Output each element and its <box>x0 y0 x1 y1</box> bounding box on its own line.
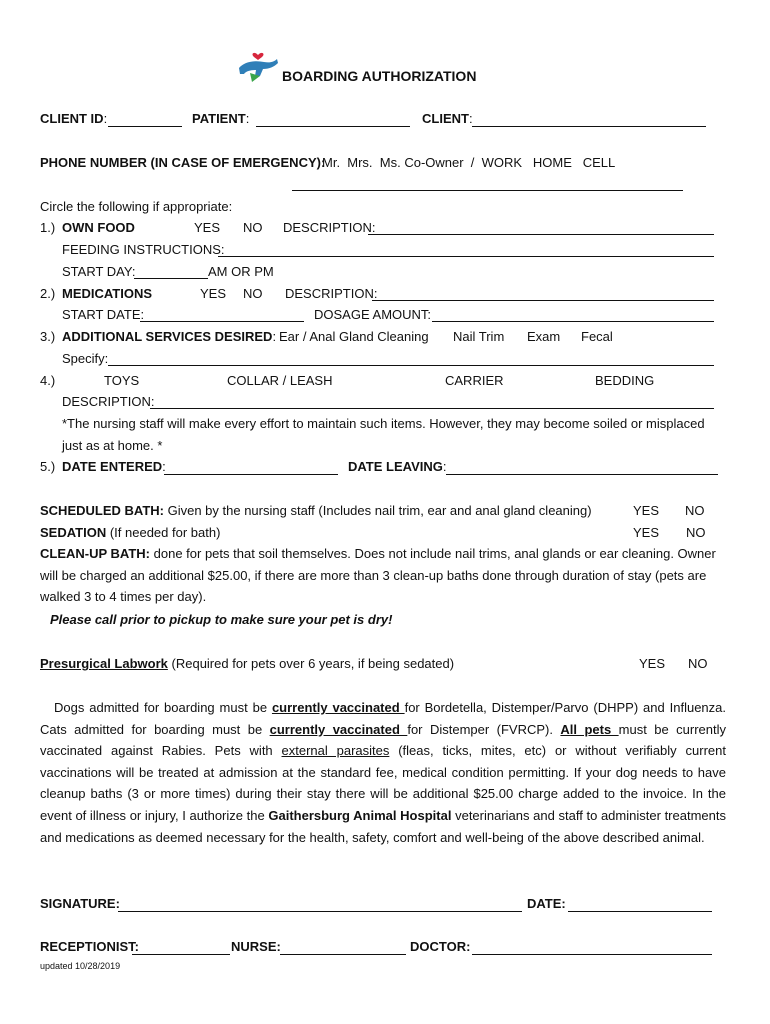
dosage-label: DOSAGE AMOUNT: <box>314 307 432 322</box>
services-label: ADDITIONAL SERVICES DESIRED <box>62 329 273 344</box>
doctor-field[interactable] <box>472 954 712 955</box>
item-carrier[interactable]: CARRIER <box>445 373 504 388</box>
receptionist-field[interactable] <box>132 954 230 955</box>
med-num: 2.) <box>40 286 56 301</box>
phone-options[interactable]: Mr. Mrs. Ms. Co-Owner / WORK HOME CELL <box>322 155 616 170</box>
specify-label: Specify: <box>62 351 109 366</box>
bath-text: Given by the nursing staff (Includes nail trim, ear and anal gland cleaning) <box>167 503 592 518</box>
date-entered-field[interactable] <box>164 474 338 475</box>
policy-text-1: Dogs admitted for boarding must be <box>54 700 272 715</box>
all-pets: All pets <box>560 721 619 737</box>
services-colon: : <box>272 329 277 344</box>
med-label: MEDICATIONS <box>62 286 153 301</box>
signature-field[interactable] <box>118 911 522 912</box>
start-day-field[interactable] <box>134 278 208 279</box>
service-ear-anal[interactable]: Ear / Anal Gland Cleaning <box>279 329 429 344</box>
policy-text-3: for Distemper (FVRCP). <box>407 721 561 737</box>
med-desc-field[interactable] <box>372 300 714 301</box>
date-leaving-field[interactable] <box>446 474 718 475</box>
sedation-yes[interactable]: YES <box>633 525 660 540</box>
med-yes[interactable]: YES <box>200 286 227 301</box>
item-collar-leash[interactable]: COLLAR / LEASH <box>227 373 333 388</box>
med-desc-label: DESCRIPTION: <box>285 286 378 301</box>
patient-label: PATIENT <box>192 111 246 126</box>
services-num: 3.) <box>40 329 56 344</box>
sedation-no[interactable]: NO <box>686 525 706 540</box>
sedation-text: (If needed for bath) <box>109 525 221 540</box>
client-field[interactable] <box>472 126 706 127</box>
med-start-label: START DATE: <box>62 307 145 322</box>
am-pm[interactable]: AM OR PM <box>208 264 274 279</box>
policy-text-2: for Bordetella, Distemper/Parvo (DHPP) and Influenza. Cats admitted for boarding must be <box>40 700 727 737</box>
currently-vaccinated-2: currently vaccinated <box>269 721 408 737</box>
own-food-yes[interactable]: YES <box>194 220 221 235</box>
own-food-no[interactable]: NO <box>243 220 263 235</box>
dog-heart-logo-icon <box>236 46 280 84</box>
page-title: BOARDING AUTHORIZATION <box>282 68 477 84</box>
items-num: 4.) <box>40 373 56 388</box>
bath-yes[interactable]: YES <box>633 503 660 518</box>
sedation-label: SEDATION <box>40 525 107 540</box>
hospital-name: Gaithersburg Animal Hospital <box>268 807 452 823</box>
cleanup-text: done for pets that soil themselves. Does not include nail trims, anal glands or ear cleaning. Owner will be charged an additional $25.00, if there are more than 3 clean-up baths done through duration of stay (pets are walked 3 to 4 times per day). <box>40 546 716 605</box>
start-day-label: START DAY: <box>62 264 136 279</box>
call-note: Please call prior to pickup to make sure your pet is dry! <box>50 612 393 627</box>
external-parasites: external parasites <box>281 743 390 759</box>
sign-date-field[interactable] <box>568 911 712 912</box>
updated-date: updated 10/28/2019 <box>40 961 121 971</box>
item-bedding[interactable]: BEDDING <box>595 373 655 388</box>
labwork-yes[interactable]: YES <box>639 656 666 671</box>
client-id-field[interactable] <box>108 126 182 127</box>
phone-field[interactable] <box>292 190 683 191</box>
labwork-text: (Required for pets over 6 years, if being sedated) <box>171 656 455 671</box>
client-label: CLIENT <box>422 111 469 126</box>
own-food-desc-field[interactable] <box>368 234 714 235</box>
own-food-desc-label: DESCRIPTION: <box>283 220 376 235</box>
circle-intro: Circle the following if appropriate: <box>40 199 233 214</box>
items-note: *The nursing staff will make every effort to maintain such items. However, they may become soiled or misplaced just as at home. * <box>62 416 705 453</box>
service-nail-trim[interactable]: Nail Trim <box>453 329 505 344</box>
signature-label: SIGNATURE: <box>40 896 120 911</box>
policy-text-6: veterinarians and staff to administer treatments and medications as deemed necessary for the health, safety, comfort and well-being of the above described animal. <box>40 807 726 845</box>
med-no[interactable]: NO <box>243 286 263 301</box>
dosage-field[interactable] <box>432 321 714 322</box>
policy-paragraph <box>40 697 726 848</box>
currently-vaccinated-1: currently vaccinated <box>271 700 405 715</box>
phone-label: PHONE NUMBER (IN CASE OF EMERGENCY): <box>40 155 326 170</box>
doctor-label: DOCTOR: <box>410 939 471 954</box>
items-desc-field[interactable] <box>150 408 714 409</box>
client-id-label: CLIENT ID <box>40 111 104 126</box>
policy-text-4: must be currently vaccinated against Rabies. Pets with <box>40 721 726 759</box>
specify-field[interactable] <box>108 365 714 366</box>
nurse-label: NURSE: <box>231 939 281 954</box>
cleanup-label: CLEAN-UP BATH: <box>40 546 151 561</box>
bath-no[interactable]: NO <box>685 503 705 518</box>
service-exam[interactable]: Exam <box>527 329 561 344</box>
own-food-label: OWN FOOD <box>62 220 135 235</box>
labwork-label: Presurgical Labwork <box>40 656 168 671</box>
patient-field[interactable] <box>256 126 410 127</box>
sign-date-label: DATE: <box>527 896 566 911</box>
med-start-field[interactable] <box>140 321 304 322</box>
date-entered-label: DATE ENTERED <box>62 459 163 474</box>
bath-label: SCHEDULED BATH: <box>40 503 164 518</box>
dates-num: 5.) <box>40 459 56 474</box>
receptionist-label: RECEPTIONIST: <box>40 939 139 954</box>
nurse-field[interactable] <box>280 954 406 955</box>
service-fecal[interactable]: Fecal <box>581 329 613 344</box>
labwork-no[interactable]: NO <box>688 656 708 671</box>
own-food-num: 1.) <box>40 220 56 235</box>
items-desc-label: DESCRIPTION: <box>62 394 155 409</box>
feeding-label: FEEDING INSTRUCTIONS: <box>62 242 225 257</box>
item-toys[interactable]: TOYS <box>104 373 140 388</box>
policy-text-5: (fleas, ticks, mites, etc) or without verifiably current vaccinations will be treated at admission at the standard fee, medical condition permitting. If your dog needs to have cleanup baths (3 or more times) during their stay there will be additional $25.00 charge added to the invoice. In the event of illness or injury, I authorize the <box>40 743 726 823</box>
feeding-field[interactable] <box>218 256 714 257</box>
cleanup-paragraph <box>40 543 720 608</box>
date-leaving-label: DATE LEAVING <box>348 459 443 474</box>
